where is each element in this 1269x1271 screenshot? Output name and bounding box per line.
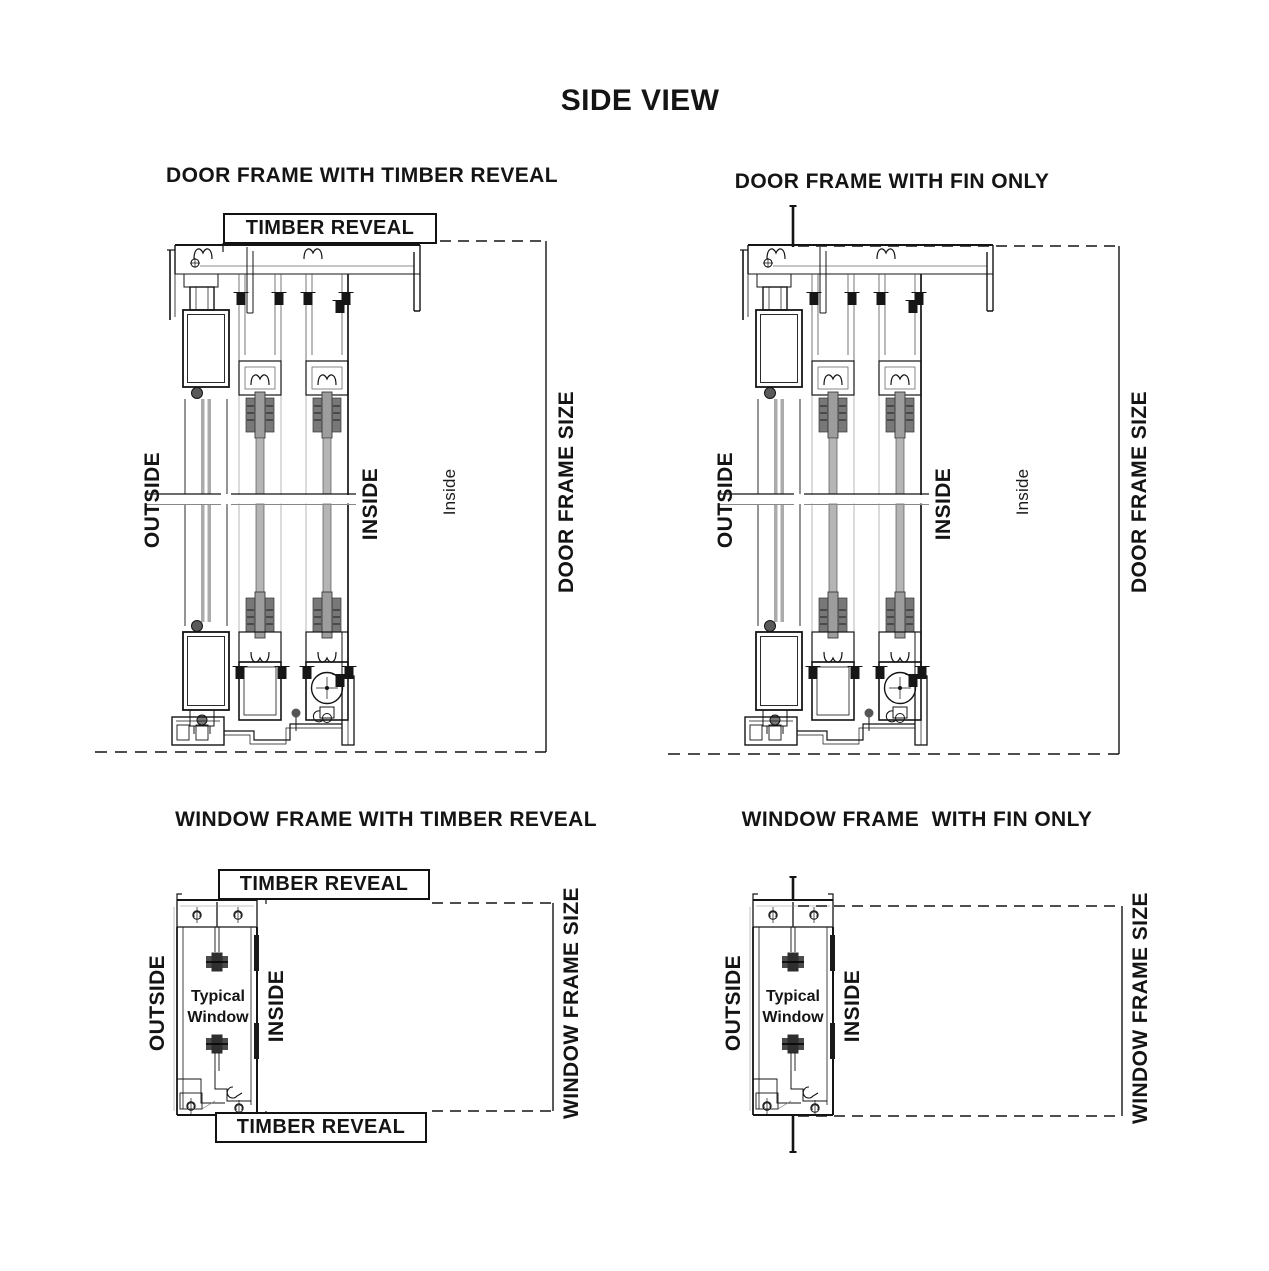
- timber-reveal-box-window-top: TIMBER REVEAL: [218, 869, 430, 900]
- timber-reveal-box-door: TIMBER REVEAL: [223, 213, 437, 244]
- window-fin-outside-label: OUTSIDE: [722, 954, 745, 1052]
- window-timber-typical-window-label: Typical Window: [187, 988, 249, 1026]
- window-timber-inside-label: INSIDE: [265, 969, 288, 1043]
- window-timber-frame-size-label: WINDOW FRAME SIZE: [560, 887, 583, 1119]
- door-fin-outside-label: OUTSIDE: [714, 451, 737, 549]
- window-timber-panel-title: WINDOW FRAME WITH TIMBER REVEAL: [175, 808, 597, 831]
- window-fin-bottom: [790, 1114, 797, 1152]
- door-timber-frame-size-label: DOOR FRAME SIZE: [555, 390, 578, 594]
- door-fin-panel-title: DOOR FRAME WITH FIN ONLY: [734, 170, 1050, 193]
- window-fin-inside-label: INSIDE: [841, 969, 864, 1043]
- door-fin-frame-size-label: DOOR FRAME SIZE: [1128, 390, 1151, 594]
- window-timber-outside-label: OUTSIDE: [146, 954, 169, 1052]
- door-fin-inside-small-label: Inside: [1013, 468, 1032, 516]
- window-fin-panel-title: WINDOW FRAME WITH FIN ONLY: [741, 808, 1093, 831]
- door-timber-panel-title: DOOR FRAME WITH TIMBER REVEAL: [166, 164, 558, 187]
- window-fin-typical-window-label: Typical Window: [762, 988, 824, 1026]
- door-fin-inside-label: INSIDE: [932, 467, 955, 541]
- window-fin-frame-size-label: WINDOW FRAME SIZE: [1129, 892, 1152, 1124]
- window-frame-size-dimension-left: [432, 903, 553, 1111]
- door-timber-outside-label: OUTSIDE: [141, 451, 164, 549]
- door-timber-inside-small-label: Inside: [440, 468, 459, 516]
- door-timber-inside-label: INSIDE: [359, 467, 382, 541]
- page-title: SIDE VIEW: [560, 84, 720, 117]
- timber-reveal-box-window-bottom: TIMBER REVEAL: [215, 1112, 427, 1143]
- door-fin: [790, 206, 797, 247]
- window-fin-top: [790, 877, 797, 901]
